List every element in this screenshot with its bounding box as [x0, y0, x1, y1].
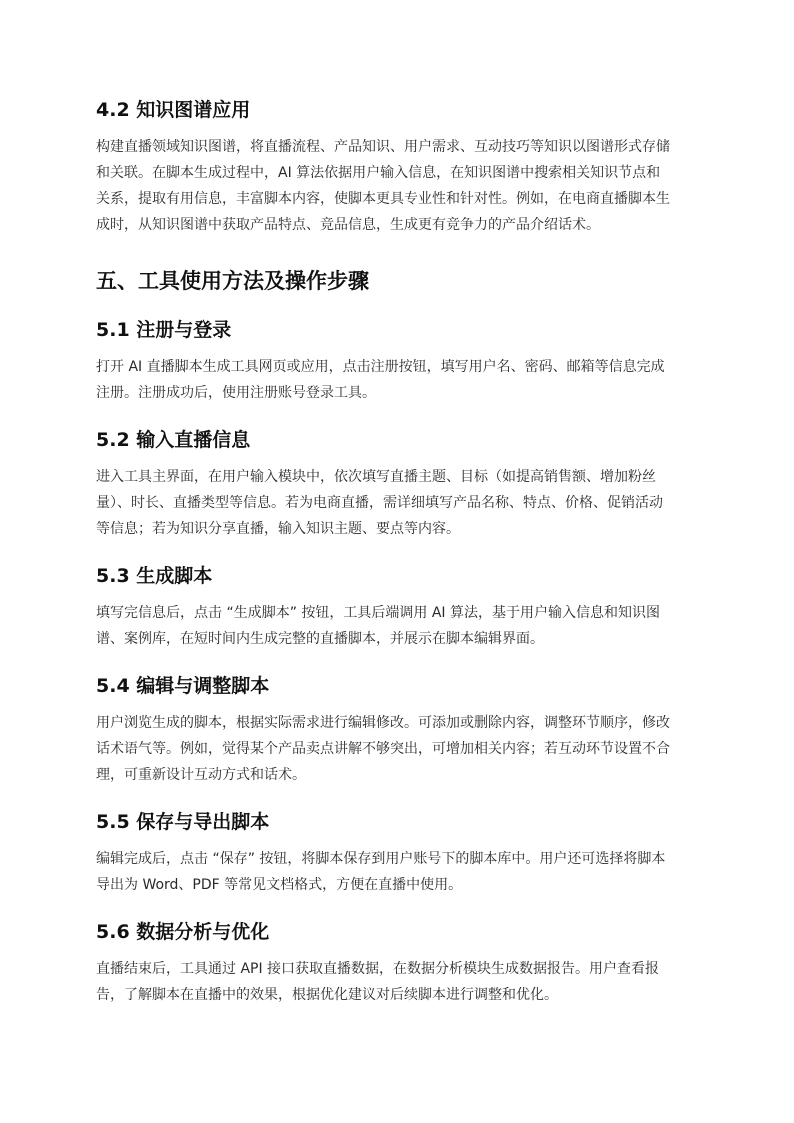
section-body-5-3	[96, 600, 698, 652]
section-body-4-2	[96, 134, 698, 238]
body-line: 编辑完成后，点击 “保存” 按钮，将脚本保存到用户账号下的脚本库中。用户还可选择将脚本	[96, 851, 666, 867]
section-body-5-1	[96, 354, 698, 406]
body-line: 导出为 Word、PDF 等常见文档格式，方便在直播中使用。	[96, 877, 463, 893]
section-heading-5-2: 5.2 输入直播信息	[96, 429, 251, 451]
chapter-heading-5: 五、工具使用方法及操作步骤	[96, 269, 369, 293]
section-heading-5-4: 5.4 编辑与调整脚本	[96, 675, 270, 697]
body-line: 成时，从知识图谱中获取产品特点、竞品信息，生成更有竞争力的产品介绍话术。	[96, 217, 600, 233]
section-body-5-4	[96, 710, 698, 788]
body-line: 和关联。在脚本生成过程中，AI 算法依据用户输入信息，在知识图谱中搜索相关知识节点和	[96, 165, 661, 181]
body-line: 话术语气等。例如，觉得某个产品卖点讲解不够突出，可增加相关内容；若互动环节设置不合	[96, 741, 670, 757]
section-heading-5-5: 5.5 保存与导出脚本	[96, 811, 270, 833]
body-line: 进入工具主界面，在用户输入模块中，依次填写直播主题、目标（如提高销售额、增加粉丝	[96, 469, 656, 485]
body-line: 填写完信息后，点击 “生成脚本” 按钮，工具后端调用 AI 算法，基于用户输入信息和知识图	[96, 605, 661, 621]
section-body-5-6	[96, 956, 698, 1008]
body-line: 理，可重新设计互动方式和话术。	[96, 767, 306, 783]
body-line: 告，了解脚本在直播中的效果，根据优化建议对后续脚本进行调整和优化。	[96, 987, 558, 1003]
section-heading-4-2: 4.2 知识图谱应用	[96, 99, 251, 121]
body-line: 谱、案例库，在短时间内生成完整的直播脚本，并展示在脚本编辑界面。	[96, 631, 544, 647]
body-line: 构建直播领域知识图谱，将直播流程、产品知识、用户需求、互动技巧等知识以图谱形式存储	[96, 139, 670, 155]
section-heading-5-3: 5.3 生成脚本	[96, 565, 213, 587]
body-line: 打开 AI 直播脚本生成工具网页或应用，点击注册按钮，填写用户名、密码、邮箱等信息完成	[96, 359, 665, 375]
body-line: 关系，提取有用信息，丰富脚本内容，使脚本更具专业性和针对性。例如，在电商直播脚本生	[96, 191, 670, 207]
body-line: 直播结束后，工具通过 API 接口获取直播数据，在数据分析模块生成数据报告。用户查看报	[96, 961, 660, 977]
body-line: 注册。注册成功后，使用注册账号登录工具。	[96, 385, 376, 401]
body-line: 用户浏览生成的脚本，根据实际需求进行编辑修改。可添加或删除内容，调整环节顺序，修改	[96, 715, 670, 731]
section-body-5-2	[96, 464, 698, 542]
body-line: 量）、时长、直播类型等信息。若为电商直播，需详细填写产品名称、特点、价格、促销活动	[96, 495, 663, 511]
section-heading-5-1: 5.1 注册与登录	[96, 319, 232, 341]
section-body-5-5	[96, 846, 698, 898]
body-line: 等信息；若为知识分享直播，输入知识主题、要点等内容。	[96, 521, 460, 537]
section-heading-5-6: 5.6 数据分析与优化	[96, 921, 270, 943]
